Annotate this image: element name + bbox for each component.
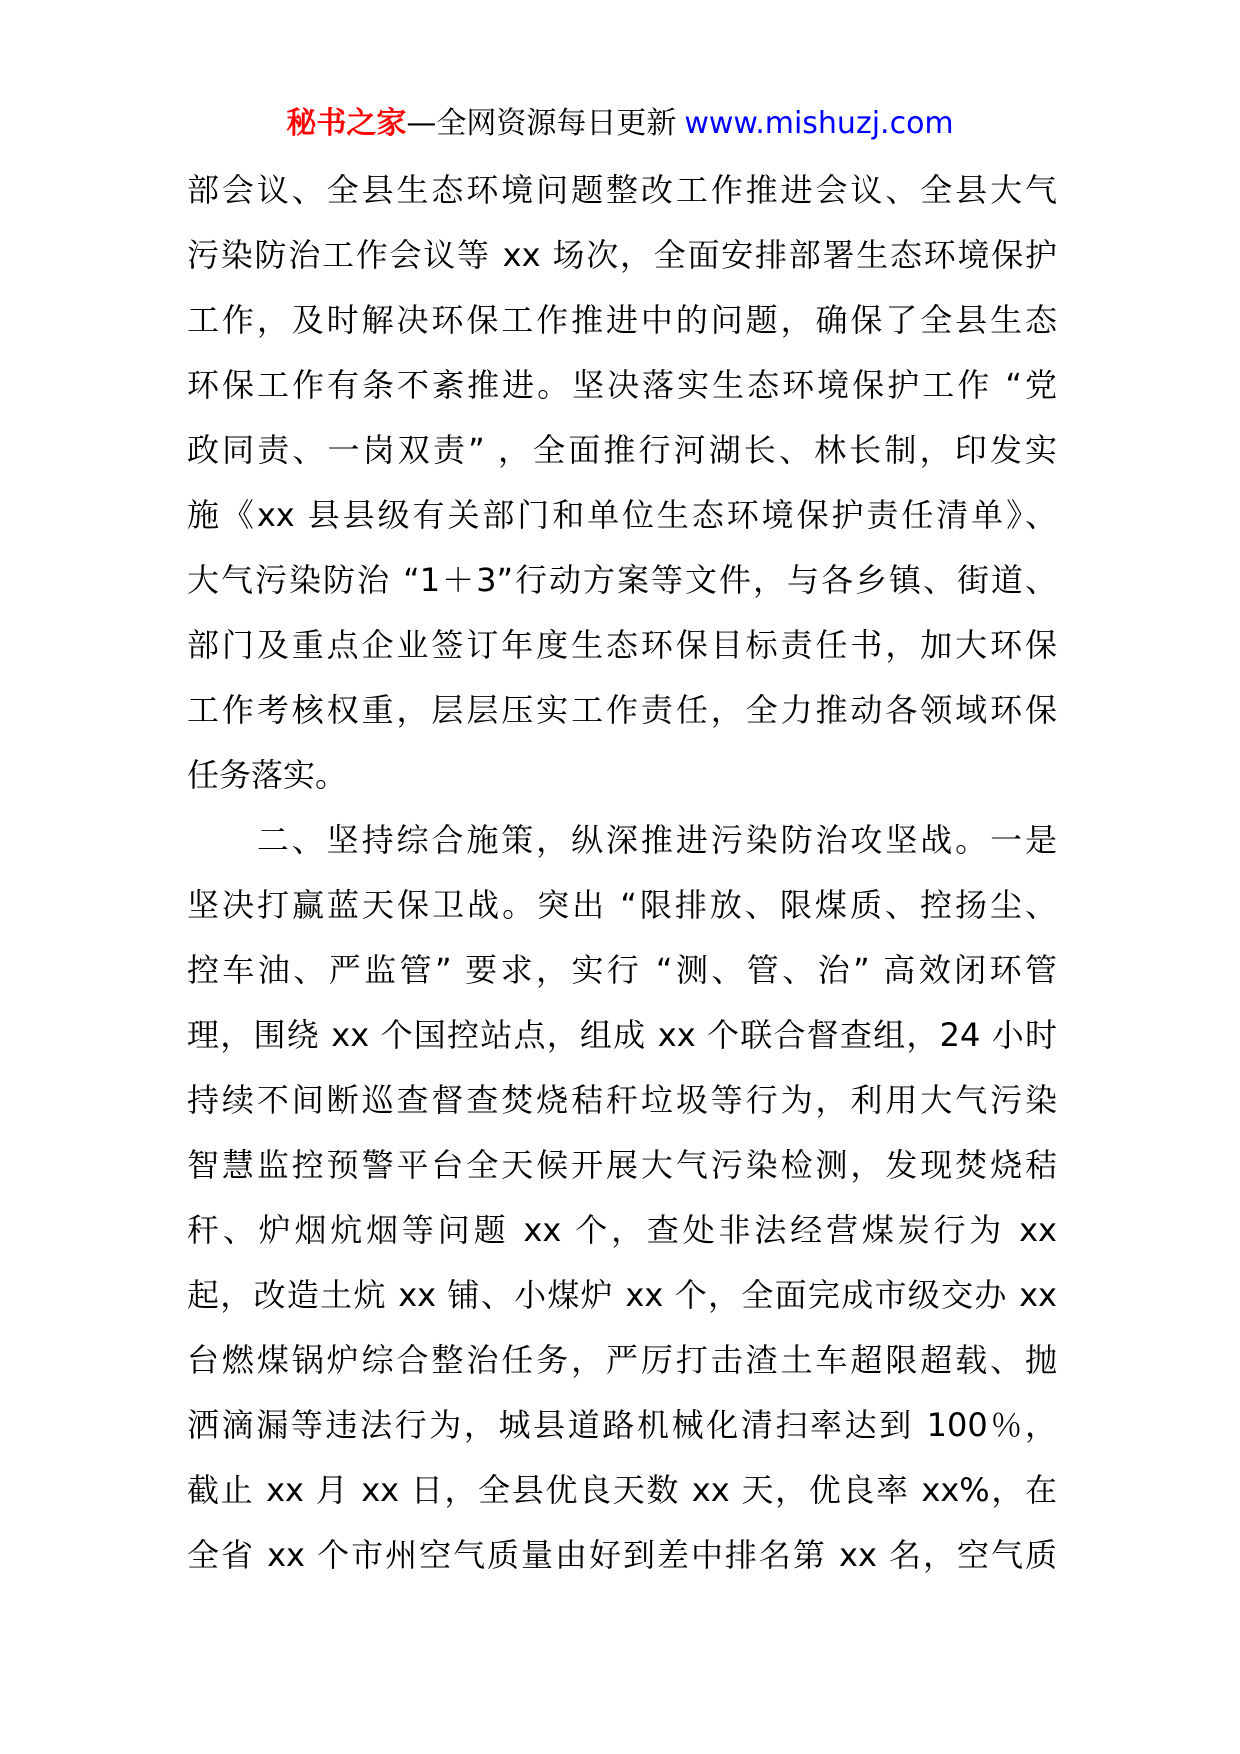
text-line: 工作，及时解决环保工作推进中的问题，确保了全县生态 <box>187 301 1057 339</box>
text-line: 部会议、全县生态环境问题整改工作推进会议、全县大气 <box>187 171 1057 209</box>
text-line: 秆、炉烟炕烟等问题 xx 个，查处非法经营煤炭行为 xx <box>187 1211 1057 1249</box>
text-line: 部门及重点企业签订年度生态环保目标责任书，加大环保 <box>187 626 1057 664</box>
text-line: 坚决打赢蓝天保卫战。突出 “限排放、限煤质、控扬尘、 <box>187 886 1057 924</box>
document-body <box>187 158 1057 1588</box>
brand-name: 秘书之家 <box>286 106 407 141</box>
text-line: 智慧监控预警平台全天候开展大气污染检测，发现焚烧秸 <box>187 1146 1057 1184</box>
document-header <box>0 104 1240 144</box>
text-line: 截止 xx 月 xx 日，全县优良天数 xx 天，优良率 xx%，在 <box>187 1471 1057 1509</box>
text-line: 环保工作有条不紊推进。坚决落实生态环境保护工作 “党 <box>187 366 1057 404</box>
section-heading-line: 二、坚持综合施策，纵深推进污染防治攻坚战。一是 <box>187 821 1057 859</box>
text-line: 大气污染防治 “1＋3”行动方案等文件，与各乡镇、街道、 <box>187 561 1057 599</box>
text-line: 政同责、一岗双责” ，全面推行河湖长、林长制，印发实 <box>187 431 1057 469</box>
text-line: 控车油、严监管” 要求，实行 “测、管、治” 高效闭环管 <box>187 951 1057 989</box>
text-line: 理，围绕 xx 个国控站点，组成 xx 个联合督查组，24 小时 <box>187 1016 1057 1054</box>
text-line: 工作考核权重，层层压实工作责任，全力推动各领域环保 <box>187 691 1057 729</box>
text-line: 施《xx 县县级有关部门和单位生态环境保护责任清单》、 <box>187 496 1057 534</box>
header-slogan: —全网资源每日更新 <box>406 106 677 141</box>
text-line: 全省 xx 个市州空气质量由好到差中排名第 xx 名，空气质 <box>187 1536 1057 1574</box>
text-line: 台燃煤锅炉综合整治任务，严厉打击渣土车超限超载、抛 <box>187 1341 1057 1379</box>
text-line: 污染防治工作会议等 xx 场次，全面安排部署生态环境保护 <box>187 236 1057 274</box>
text-line: 持续不间断巡查督查焚烧秸秆垃圾等行为，利用大气污染 <box>187 1081 1057 1119</box>
text-line: 洒滴漏等违法行为，城县道路机械化清扫率达到 100％， <box>187 1406 1057 1444</box>
site-url-link[interactable]: www.mishuzj.com <box>684 106 954 141</box>
paragraph-end-line: 任务落实。 <box>187 756 348 794</box>
text-line: 起，改造土炕 xx 铺、小煤炉 xx 个，全面完成市级交办 xx <box>187 1276 1057 1314</box>
